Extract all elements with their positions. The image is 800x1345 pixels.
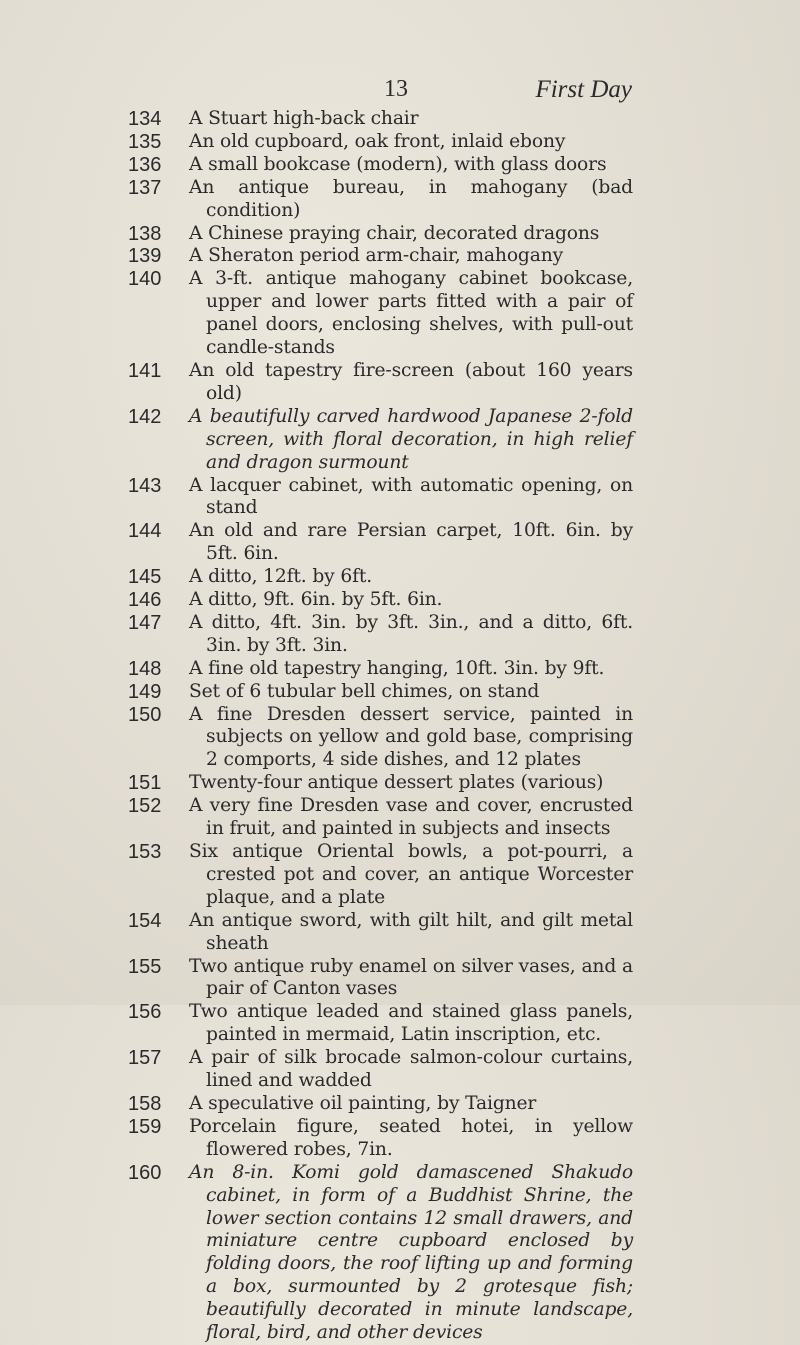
lot-entry bbox=[128, 154, 633, 177]
lot-list bbox=[128, 108, 633, 1345]
lot-description: A ditto, 9ft. 6in. by 5ft. 6in. bbox=[189, 589, 443, 611]
lot-entry bbox=[128, 566, 633, 589]
lot-number: 160 bbox=[128, 1161, 162, 1184]
lot-description: An 8-in. Komi gold damascened Shakudo cabinet, in form of a Buddhist Shrine, the lower section contains 12 small drawers, and miniature centre cupboard enclosed by folding doors, the roof lifting up and forming a box, surmounted by 2 grotesque fish; beautifully decorated in minute landscape, floral, bird, and other devices bbox=[189, 1161, 633, 1344]
lot-number: 140 bbox=[128, 268, 162, 291]
lot-number: 147 bbox=[128, 611, 162, 634]
lot-entry bbox=[128, 910, 633, 956]
lot-number: 141 bbox=[128, 359, 162, 382]
lot-entry bbox=[128, 520, 633, 566]
lot-number: 138 bbox=[128, 222, 162, 245]
lot-description: A pair of silk brocade salmon-colour curtains, lined and wadded bbox=[189, 1047, 633, 1092]
lot-number: 135 bbox=[128, 130, 162, 153]
lot-description: An old cupboard, oak front, inlaid ebony bbox=[189, 130, 566, 152]
lot-number: 151 bbox=[128, 772, 162, 795]
lot-description: A Chinese praying chair, decorated dragons bbox=[189, 222, 600, 244]
lot-description: A lacquer cabinet, with automatic opening, on stand bbox=[189, 474, 633, 519]
lot-description: A beautifully carved hardwood Japanese 2-fold screen, with floral decoration, in high relief and dragon surmount bbox=[189, 405, 633, 473]
lot-entry bbox=[128, 612, 633, 658]
lot-description: An old tapestry fire-screen (about 160 years old) bbox=[189, 359, 633, 404]
lot-description: Porcelain figure, seated hotei, in yellow flowered robes, 7in. bbox=[189, 1115, 633, 1160]
lot-entry bbox=[128, 795, 633, 841]
page-title: First Day bbox=[535, 76, 632, 103]
lot-description: Two antique ruby enamel on silver vases, and a pair of Canton vases bbox=[189, 955, 633, 1000]
lot-description: Twenty-four antique dessert plates (various) bbox=[189, 772, 604, 794]
lot-entry bbox=[128, 1162, 633, 1345]
lot-entry bbox=[128, 772, 633, 795]
lot-entry bbox=[128, 681, 633, 704]
lot-entry bbox=[128, 1093, 633, 1116]
lot-entry bbox=[128, 1116, 633, 1162]
lot-entry bbox=[128, 475, 633, 521]
lot-entry bbox=[128, 589, 633, 612]
lot-description: Two antique leaded and stained glass panels, painted in mermaid, Latin inscription, etc. bbox=[189, 1001, 633, 1046]
lot-entry bbox=[128, 131, 633, 154]
lot-entry bbox=[128, 360, 633, 406]
lot-entry bbox=[128, 177, 633, 223]
lot-number: 145 bbox=[128, 566, 162, 589]
lot-description: An antique sword, with gilt hilt, and gilt metal sheath bbox=[189, 909, 633, 954]
lot-entry bbox=[128, 406, 633, 475]
lot-description: A small bookcase (modern), with glass doors bbox=[189, 153, 607, 175]
lot-number: 136 bbox=[128, 153, 162, 176]
lot-entry bbox=[128, 223, 633, 246]
lot-description: Set of 6 tubular bell chimes, on stand bbox=[189, 680, 540, 702]
lot-description: A very fine Dresden vase and cover, encrusted in fruit, and painted in subjects and insects bbox=[189, 795, 633, 840]
lot-description: Six antique Oriental bowls, a pot-pourri, a crested pot and cover, an antique Worcester plaque, and a plate bbox=[189, 841, 633, 908]
lot-description: A Sheraton period arm-chair, mahogany bbox=[189, 245, 564, 267]
lot-number: 139 bbox=[128, 245, 162, 268]
lot-entry bbox=[128, 268, 633, 360]
lot-number: 143 bbox=[128, 474, 162, 497]
lot-number: 137 bbox=[128, 176, 162, 199]
lot-number: 146 bbox=[128, 589, 162, 612]
lot-entry bbox=[128, 658, 633, 681]
lot-number: 154 bbox=[128, 909, 162, 932]
lot-entry bbox=[128, 704, 633, 773]
lot-number: 144 bbox=[128, 520, 162, 543]
lot-entry bbox=[128, 841, 633, 910]
lot-number: 153 bbox=[128, 841, 162, 863]
lot-number: 155 bbox=[128, 955, 162, 978]
lot-description: An old and rare Persian carpet, 10ft. 6in. by 5ft. 6in. bbox=[189, 520, 633, 565]
lot-description: A ditto, 12ft. by 6ft. bbox=[189, 566, 373, 588]
lot-description: A speculative oil painting, by Taigner bbox=[189, 1092, 537, 1114]
lot-number: 150 bbox=[128, 703, 162, 726]
lot-description: An antique bureau, in mahogany (bad condition) bbox=[189, 176, 633, 221]
lot-description: A fine old tapestry hanging, 10ft. 3in. by 9ft. bbox=[189, 657, 605, 679]
lot-number: 148 bbox=[128, 657, 162, 680]
lot-description: A 3-ft. antique mahogany cabinet bookcase, upper and lower parts fitted with a pair of panel doors, enclosing shelves, with pull-out candle-stands bbox=[189, 268, 633, 359]
lot-number: 157 bbox=[128, 1047, 162, 1070]
page-number: 13 bbox=[384, 76, 408, 102]
lot-number: 156 bbox=[128, 1001, 162, 1024]
lot-description: A ditto, 4ft. 3in. by 3ft. 3in., and a ditto, 6ft. 3in. by 3ft. 3in. bbox=[189, 611, 633, 656]
lot-description: A fine Dresden dessert service, painted in subjects on yellow and gold base, comprising 2 comports, 4 side dishes, and 12 plates bbox=[189, 703, 633, 771]
lot-number: 159 bbox=[128, 1115, 162, 1138]
lot-entry bbox=[128, 108, 633, 131]
lot-entry bbox=[128, 956, 633, 1002]
lot-entry bbox=[128, 1047, 633, 1093]
lot-number: 152 bbox=[128, 795, 162, 818]
lot-entry bbox=[128, 1001, 633, 1047]
lot-description: A Stuart high-back chair bbox=[189, 108, 419, 129]
lot-number: 134 bbox=[128, 108, 162, 130]
lot-number: 142 bbox=[128, 405, 162, 428]
lot-entry bbox=[128, 245, 633, 268]
lot-number: 149 bbox=[128, 680, 162, 703]
lot-number: 158 bbox=[128, 1092, 162, 1115]
